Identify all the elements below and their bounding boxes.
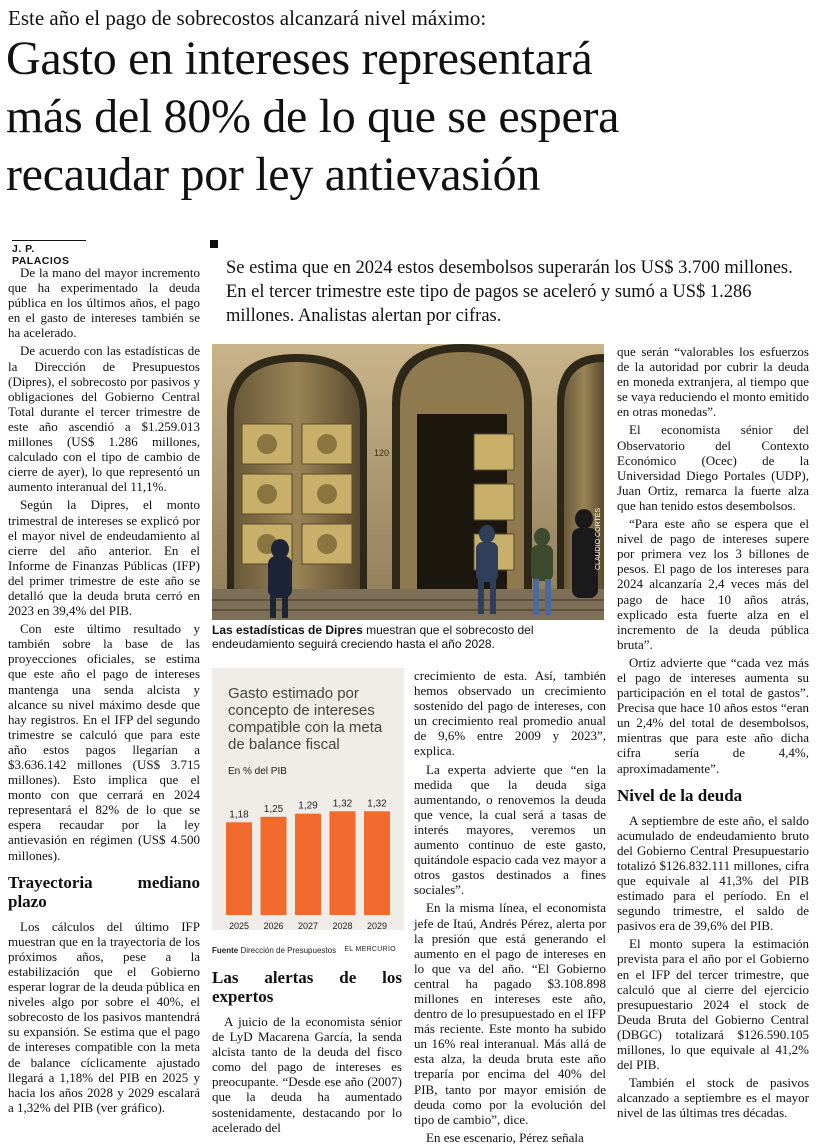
column-2 <box>212 968 402 1138</box>
chart-title: Gasto estimado por concepto de intereses compatible con la meta de balance fiscal <box>228 685 383 753</box>
subheading: Las alertas de los expertos <box>212 968 402 1006</box>
x-tick-label: 2025 <box>228 921 250 931</box>
paragraph: A juicio de la economista sénior de LyD Macarena García, la senda alcista tanto de la deuda del fisco como del pago de intereses es preocupante. “Desde ese año (2007) que la deuda ha aumentado sostenidamente, destacando por lo acelerado del <box>212 1014 402 1135</box>
headline-line-2: más del 80% de lo que se espera <box>6 90 620 143</box>
column-1 <box>8 265 200 1118</box>
paragraph: El economista sénior del Observatorio del Contexto Económico (Ocec) de la Universidad Diego Portales (UDP), Juan Ortiz, remarca la fuerte alza que han tenido estos desembolsos. <box>617 422 809 513</box>
x-tick-label: 2027 <box>297 921 319 931</box>
column-3 <box>414 668 606 1148</box>
x-tick-label: 2028 <box>332 921 353 931</box>
bar-value-label: 1,18 <box>229 809 249 821</box>
paragraph: De acuerdo con las estadísticas de la Dirección de Presupuestos (Dipres), el sobrecosto por pasivos y obligaciones del Gobierno Central Total durante el tercer trimestre de este año ascendió a $1.259.013 millones (US$ 1.286 millones, calculado con el tipo de cambio de cierre de ayer), lo que representó un aumento interanual del 11,1%. <box>8 343 200 495</box>
bar-2026 <box>261 817 287 915</box>
bar-2027 <box>295 814 321 915</box>
paragraph: En ese escenario, Pérez señala <box>426 1129 584 1145</box>
paragraph: crecimiento de esta. Así, también hemos observado un crecimiento sostenido del pago de intereses, con un crecimiento real promedio anual de 9,6% entre 2009 y 2023”, explica. <box>414 668 606 759</box>
paragraph: A septiembre de este año, el saldo acumulado de endeudamiento bruto del Gobierno Central Presupuestario totalizó $126.832.111 millones, cifra que equivale al 41,3% del PIB estimado para el período. En el segundo trimestre, el saldo de pasivos era de 39,6% del PIB. <box>617 812 809 934</box>
lead-paragraph: Se estima que en 2024 estos desembolsos superarán los US$ 3.700 millones. En el tercer trimestre este tipo de pagos se aceleró y sumó a US$ 1.286 millones. Analistas alertan por cifras. <box>226 258 793 326</box>
building-doors-image <box>212 344 604 620</box>
paragraph: Con este último resultado y también sobre la base de las proyecciones oficiales, se estima que este año el pago de intereses mantenga una senda alcista y alcance su nivel máximo desde que hay registros. En el IFP del segundo trimestre se calculó que para este año estos pagos llegarían a $3.636.142 millones (US$ 3.715 millones). Esto implica que el monto con que cerrará en 2024 representará el 82% de lo que se espera recaudar por la ley antievasión en régimen (US$ 4.500 millones). <box>8 621 200 863</box>
x-tick-label: 2029 <box>366 921 388 931</box>
chart-source-label: Fuente <box>212 946 239 955</box>
chart-unit-label: En % del PIB <box>228 766 287 777</box>
bar-2029 <box>364 811 390 915</box>
door-number: 120 <box>374 448 390 458</box>
chart-brand: EL MERCURIO <box>344 946 396 953</box>
bar-chart <box>212 780 404 940</box>
paragraph: Ortiz advierte que “cada vez más el pago de intereses aumenta su participación en el total de gastos”. Precisa que hace 10 años estos “eran un 2,4% del total de desembolsos, mientras que para este año dicha cifra sería de 4,4%, aproximadamente”. <box>617 654 809 776</box>
paragraph: De la mano del mayor incremento que ha experimentado la deuda pública en los últimos años, el pago en el gasto de intereses también se ha acelerado. <box>8 265 200 341</box>
lead-marker <box>210 240 218 248</box>
caption-bold: Las estadísticas de Dipres <box>212 623 363 637</box>
paragraph: Según la Dipres, el monto trimestral de intereses se explicó por el mayor nivel de endeudamiento al cierre del año anterior. En el Informe de Finanzas Públicas (IFP) del primer trimestre de este año se detalló que la deuda bruta cerró en 2023 en 39,4% del PIB. <box>8 497 200 619</box>
subheading: Trayectoria mediano plazo <box>8 872 200 911</box>
headline-line-1: Gasto en intereses representará <box>6 32 593 85</box>
bar-value-label: 1,29 <box>298 800 318 812</box>
paragraph: También el stock de pasivos alcanzado a septiembre es el mayor nivel de las últimas tres décadas. <box>617 1075 809 1121</box>
paragraph: Los cálculos del último IFP muestran que en la trayectoria de los próximos años, pese a la estabilización que el Gobierno esperar lograr de la deuda pública en niveles algo por sobre el 40%, el sobrecosto de los pasivos mantendrá su expansión. Se estima que el pago de intereses compatible con la meta de balance cíclicamente ajustado llegará a 1,18% del PIB en 2025 y hacia los años 2028 y 2029 escalará a 1,32% del PIB (ver gráfico). <box>8 918 200 1115</box>
bar-2028 <box>330 811 356 915</box>
subheading: Nivel de la deuda <box>617 785 743 805</box>
kicker: Este año el pago de sobrecostos alcanzará nivel máximo: <box>8 6 487 30</box>
paragraph: que serán “valorables los esfuerzos de la autoridad por cubrir la deuda en moneda extranjera, al tiempo que se vaya reduciendo el monto emitido en otras monedas”. <box>617 344 809 420</box>
bar-2025 <box>226 822 252 915</box>
column-4 <box>617 344 809 1124</box>
chart-source-text: Dirección de Presupuestos <box>238 946 337 955</box>
photo-credit: CLAUDIO CORTÉS <box>595 507 602 570</box>
paragraph: “Para este año se espera que el nivel de pago de intereses supere por primera vez los 3 billones de pesos. El pago de los intereses para 2024 alcanzaría 2,4 veces más del pago de hace 10 años atrás, explicado esta fuerte alza en el incremento de la deuda pública bruta”. <box>617 516 809 652</box>
paragraph: En la misma línea, el economista jefe de Itaú, Andrés Pérez, alerta por la presión que está generando el aumento en el pago de intereses en lo que va del año. “El Gobierno central ha pagado $3.108.898 millones en intereses este año, dentro de lo presupuestado en el IFP más reciente. Este monto ha subido un 16% real interanual. Más allá de esta alza, la deuda bruta este año treparía por encima del 40% del PIB, tanto por mayor emisión de deuda como por la evolución del tipo de cambio”, dice. <box>414 900 606 1127</box>
chart-source <box>212 946 404 955</box>
paragraph: La experta advierte que “en la medida que la deuda siga aumentando, o renovemos la deuda que vence, la cual será a tasas de interés mayores, veremos un aumento continuo de este gasto, quitándole espacio cada vez mayor a otros gastos destinados a fines sociales”. <box>414 761 606 898</box>
paragraph: El monto supera la estimación prevista para el año por el Gobierno en el IFP del tercer trimestre, que calculó que al cierre del ejercicio presupuestario 2024 el stock de Deuda Bruta del Gobierno Central (DBGC) totalizará $126.590.105 millones, lo que equivale al 41,2% del PIB. <box>617 936 809 1073</box>
byline: J. P. PALACIOS <box>12 240 86 267</box>
bar-value-label: 1,32 <box>367 798 387 810</box>
bar-value-label: 1,32 <box>332 798 353 810</box>
x-tick-label: 2026 <box>263 921 284 931</box>
caption-text: muestran que el sobrecosto del endeudamiento seguirá creciendo hasta el año 2028. <box>212 623 534 651</box>
bar-value-label: 1,25 <box>263 803 284 815</box>
headline <box>6 30 812 204</box>
article-photo <box>212 344 604 620</box>
photo-caption <box>212 623 604 651</box>
headline-line-3: recaudar por ley antievasión <box>6 148 541 201</box>
